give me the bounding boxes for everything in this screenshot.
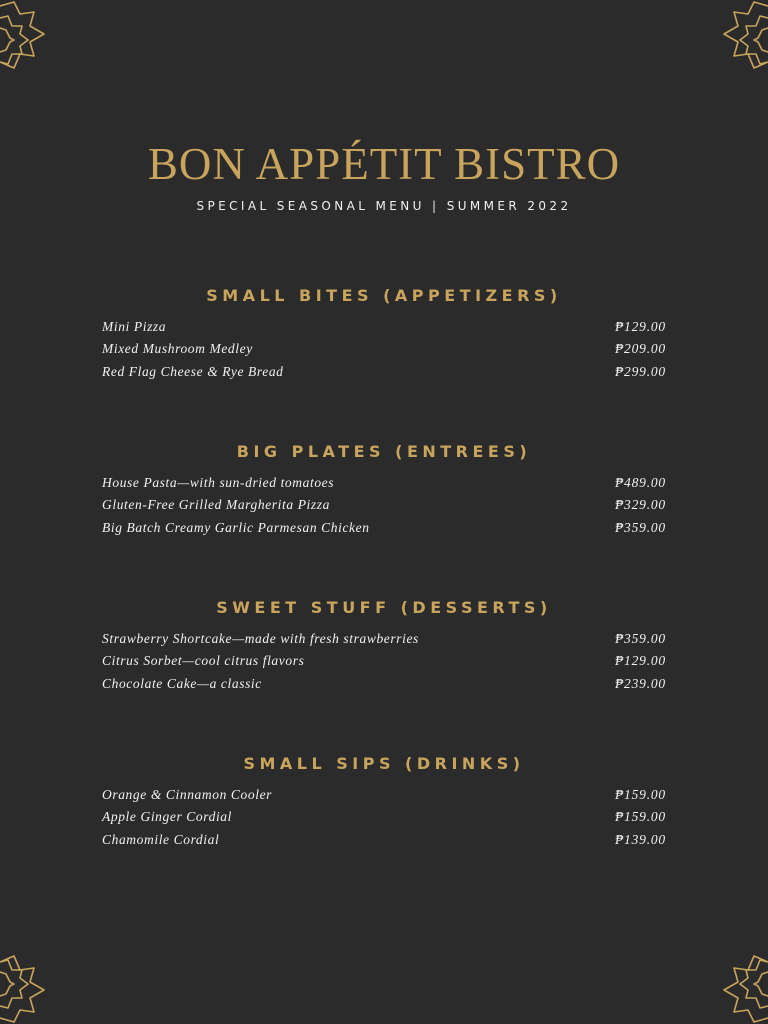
item-name: Mixed Mushroom Medley xyxy=(102,341,253,357)
menu-item xyxy=(102,316,666,338)
item-price: ₱299.00 xyxy=(615,363,666,379)
item-price: ₱359.00 xyxy=(615,519,666,535)
item-price: ₱239.00 xyxy=(615,675,666,691)
menu-item xyxy=(102,361,666,383)
menu-item xyxy=(102,650,666,672)
section-heading: SMALL SIPS (DRINKS) xyxy=(243,754,525,773)
menu-item xyxy=(102,806,666,828)
menu-section-desserts xyxy=(0,597,768,691)
menu-item xyxy=(102,494,666,516)
item-price: ₱159.00 xyxy=(615,809,666,825)
menu-item-list xyxy=(102,316,666,383)
restaurant-title: BON APPÉTIT BISTRO xyxy=(147,139,621,189)
menu-item xyxy=(102,784,666,806)
menu-subtitle: SPECIAL SEASONAL MENU | SUMMER 2022 xyxy=(196,199,572,213)
item-name: Strawberry Shortcake—made with fresh strawberries xyxy=(102,631,419,646)
item-price: ₱139.00 xyxy=(615,831,666,847)
item-name: Gluten-Free Grilled Margherita Pizza xyxy=(102,497,330,513)
item-price: ₱329.00 xyxy=(615,497,666,513)
item-price: ₱209.00 xyxy=(615,341,666,357)
item-price: ₱129.00 xyxy=(615,319,666,334)
item-name: Chocolate Cake—a classic xyxy=(102,675,262,691)
item-name: Chamomile Cordial xyxy=(102,831,220,847)
menu-section-drinks xyxy=(0,753,768,847)
item-price: ₱159.00 xyxy=(615,787,666,802)
item-name: Citrus Sorbet—cool citrus flavors xyxy=(102,653,305,669)
item-price: ₱129.00 xyxy=(615,653,666,669)
menu-item xyxy=(102,673,666,695)
item-price: ₱359.00 xyxy=(615,631,666,646)
menu-item-list xyxy=(102,472,666,539)
menu-item xyxy=(102,517,666,539)
item-name: Big Batch Creamy Garlic Parmesan Chicken xyxy=(102,519,370,535)
menu-section-entrees xyxy=(0,441,768,535)
item-name: Orange & Cinnamon Cooler xyxy=(102,787,273,802)
item-price: ₱489.00 xyxy=(615,475,666,490)
menu-item xyxy=(102,472,666,494)
menu-item xyxy=(102,628,666,650)
menu-item-list xyxy=(102,628,666,695)
ornament-icon xyxy=(722,0,768,80)
item-name: House Pasta—with sun-dried tomatoes xyxy=(102,475,335,490)
item-name: Apple Ginger Cordial xyxy=(102,809,232,825)
menu-item-list xyxy=(102,784,666,851)
item-name: Mini Pizza xyxy=(102,319,167,334)
menu-item xyxy=(102,338,666,360)
menu-section-appetizers xyxy=(0,285,768,379)
section-heading: BIG PLATES (ENTREES) xyxy=(236,442,532,461)
ornament-icon xyxy=(0,0,46,80)
section-heading: SMALL BITES (APPETIZERS) xyxy=(206,286,562,305)
ornament-icon xyxy=(0,944,46,1024)
menu-item xyxy=(102,829,666,851)
item-name: Red Flag Cheese & Rye Bread xyxy=(102,363,284,379)
ornament-icon xyxy=(722,944,768,1024)
section-heading: SWEET STUFF (DESSERTS) xyxy=(216,598,552,617)
